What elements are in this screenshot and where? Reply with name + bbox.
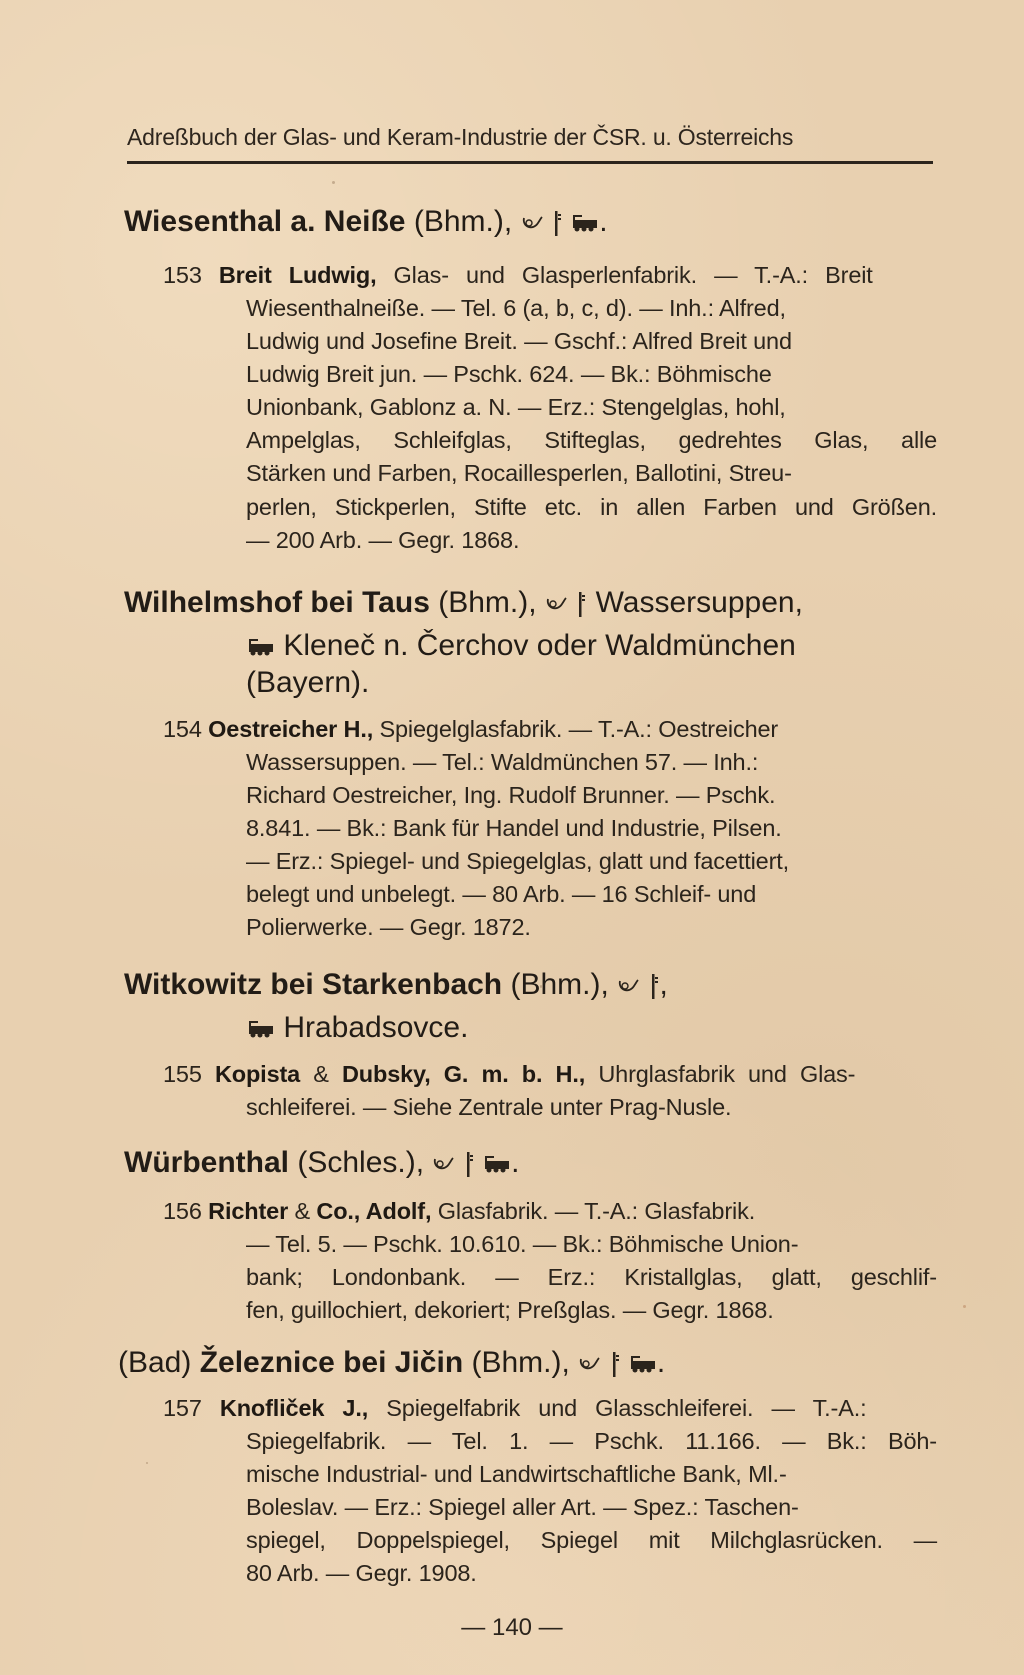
entry-line: Spiegelfabrik. — Tel. 1. — Pschk. 11.166. — Bk.: Böh- bbox=[246, 1428, 937, 1454]
place-name: Würbenthal bbox=[124, 1146, 289, 1179]
entry-text: Spiegelfabrik und Glasschleiferei. — T.-A.: bbox=[386, 1395, 867, 1421]
entry-156 bbox=[163, 1198, 755, 1225]
railway-station: Hrabadsovce. bbox=[283, 1011, 469, 1044]
entry-number: 154 bbox=[163, 716, 202, 742]
entry-line: fen, guillochiert, dekoriert; Preßglas. — Gegr. 1868. bbox=[246, 1297, 774, 1323]
entry-text: Glas- und Glasperlenfabrik. — T.-A.: Breit bbox=[393, 262, 873, 288]
entry-line: 8.841. — Bk.: Bank für Handel und Industrie, Pilsen. bbox=[246, 815, 782, 841]
header-rule bbox=[127, 161, 933, 164]
place-name: Wiesenthal a. Neiße bbox=[124, 205, 406, 238]
post-horn-icon bbox=[578, 1354, 600, 1374]
entry-number: 156 bbox=[163, 1198, 202, 1224]
entry-line: Richard Oestreicher, Ing. Rudolf Brunner. — Pschk. bbox=[246, 782, 776, 808]
entry-line: — 200 Arb. — Gegr. 1868. bbox=[246, 527, 520, 553]
entry-text: Uhrglasfabrik und Glas- bbox=[598, 1061, 856, 1087]
entry-line: — Erz.: Spiegel- und Spiegelglas, glatt und facettiert, bbox=[246, 848, 790, 874]
post-horn-icon bbox=[521, 213, 543, 233]
entry-line: Ampelglas, Schleifglas, Stifteglas, gedrehtes Glas, alle bbox=[246, 427, 937, 453]
ampersand: & bbox=[313, 1061, 329, 1087]
entry-line: Wassersuppen. — Tel.: Waldmünchen 57. — Inh.: bbox=[246, 749, 759, 775]
telegraph-pole-icon bbox=[575, 591, 587, 617]
entry-number: 157 bbox=[163, 1395, 202, 1421]
telegraph-pole-icon bbox=[609, 1351, 621, 1377]
entry-line: Ludwig Breit jun. — Pschk. 624. — Bk.: Böhmische bbox=[246, 361, 772, 387]
post-horn-icon bbox=[545, 594, 567, 614]
firm-name: Breit Ludwig, bbox=[218, 262, 377, 288]
place-region: (Schles.), bbox=[297, 1146, 425, 1179]
entry-line: Wiesenthalneiße. — Tel. 6 (a, b, c, d). — Inh.: Alfred, bbox=[246, 295, 786, 321]
entry-line: Unionbank, Gablonz a. N. — Erz.: Stengelglas, hohl, bbox=[246, 394, 786, 420]
entry-154 bbox=[163, 716, 778, 743]
entry-line: mische Industrial- und Landwirtschaftliche Bank, Ml.- bbox=[246, 1461, 787, 1487]
place-note: (Bayern). bbox=[246, 666, 370, 699]
place-region: (Bhm.), bbox=[413, 205, 513, 238]
telegraph-pole-icon bbox=[463, 1151, 475, 1177]
locomotive-icon bbox=[247, 1020, 275, 1038]
locomotive-icon bbox=[629, 1355, 657, 1373]
place-region: (Bhm.), bbox=[510, 968, 609, 1001]
place-heading-witkowitz bbox=[124, 968, 668, 1002]
firm-name: Knofliček J., bbox=[219, 1395, 369, 1421]
entry-number: 153 bbox=[163, 262, 202, 288]
heading-period: . bbox=[656, 1346, 666, 1379]
railway-station: Kleneč n. Čerchov oder Waldmünchen bbox=[283, 629, 796, 662]
firm-name-part: Kopista bbox=[214, 1061, 301, 1087]
locomotive-icon bbox=[247, 638, 275, 656]
entry-line: bank; Londonbank. — Erz.: Kristallglas, glatt, geschlif- bbox=[246, 1264, 937, 1290]
place-heading-wilhelmshof bbox=[124, 586, 803, 620]
entry-line: 80 Arb. — Gegr. 1908. bbox=[246, 1560, 477, 1586]
entry-155 bbox=[163, 1061, 855, 1088]
entry-line: Boleslav. — Erz.: Spiegel aller Art. — Spez.: Taschen- bbox=[246, 1494, 799, 1520]
paper-speck bbox=[332, 181, 335, 184]
place-heading-zeleznice bbox=[118, 1346, 665, 1380]
railway-station-line bbox=[247, 629, 796, 663]
firm-name-part: Richter bbox=[208, 1198, 289, 1224]
place-name: Witkowitz bei Starkenbach bbox=[124, 968, 503, 1001]
entry-number: 155 bbox=[163, 1061, 202, 1087]
firm-name: Oestreicher H., bbox=[208, 716, 374, 742]
telegraph-pole-icon bbox=[648, 973, 660, 999]
railway-station-line bbox=[247, 1011, 468, 1045]
paper-speck bbox=[146, 1462, 148, 1464]
entry-line: belegt und unbelegt. — 80 Arb. — 16 Schleif- und bbox=[246, 881, 757, 907]
place-name: Železnice bei Jičin bbox=[199, 1346, 464, 1379]
paper-speck bbox=[963, 1305, 966, 1308]
telegraph-pole-icon bbox=[551, 210, 563, 236]
place-region: (Bhm.), bbox=[438, 586, 537, 619]
firm-name-part: Dubsky, G. m. b. H., bbox=[341, 1061, 586, 1087]
firm-name-part: Co., Adolf, bbox=[316, 1198, 432, 1224]
ampersand: & bbox=[294, 1198, 310, 1224]
entry-line: — Tel. 5. — Pschk. 10.610. — Bk.: Böhmische Union- bbox=[246, 1231, 799, 1257]
entry-text: Glasfabrik. — T.-A.: Glasfabrik. bbox=[437, 1198, 756, 1224]
locomotive-icon bbox=[483, 1155, 511, 1173]
post-horn-icon bbox=[432, 1154, 454, 1174]
telegraph-place: Wassersuppen, bbox=[595, 586, 803, 619]
entry-153 bbox=[163, 262, 873, 289]
entry-line: Polierwerke. — Gegr. 1872. bbox=[246, 914, 531, 940]
entry-line: schleiferei. — Siehe Zentrale unter Prag-Nusle. bbox=[246, 1094, 732, 1120]
entry-line: Stärken und Farben, Rocaillesperlen, Ballotini, Streu- bbox=[246, 460, 792, 486]
post-horn-icon bbox=[617, 976, 639, 996]
place-region: (Bhm.), bbox=[471, 1346, 570, 1379]
entry-line: perlen, Stickperlen, Stifte etc. in allen Farben und Größen. bbox=[246, 494, 937, 520]
locomotive-icon bbox=[571, 214, 599, 232]
page-number: — 140 — bbox=[461, 1614, 563, 1641]
running-head: Adreßbuch der Glas- und Keram-Industrie der ČSR. u. Österreichs bbox=[127, 124, 794, 150]
place-prefix: (Bad) bbox=[118, 1346, 192, 1379]
entry-line: Ludwig und Josefine Breit. — Gschf.: Alfred Breit und bbox=[246, 328, 792, 354]
place-heading-wiesenthal bbox=[124, 205, 608, 239]
heading-period: . bbox=[599, 205, 608, 238]
place-name: Wilhelmshof bei Taus bbox=[124, 586, 430, 619]
heading-comma: , bbox=[659, 968, 668, 1001]
heading-period: . bbox=[511, 1146, 520, 1179]
entry-157 bbox=[163, 1395, 867, 1422]
entry-text: Spiegelglasfabrik. — T.-A.: Oestreicher bbox=[379, 716, 779, 742]
entry-line: spiegel, Doppelspiegel, Spiegel mit Milchglasrücken. — bbox=[246, 1527, 937, 1553]
place-heading-wuerbenthal bbox=[124, 1146, 519, 1180]
